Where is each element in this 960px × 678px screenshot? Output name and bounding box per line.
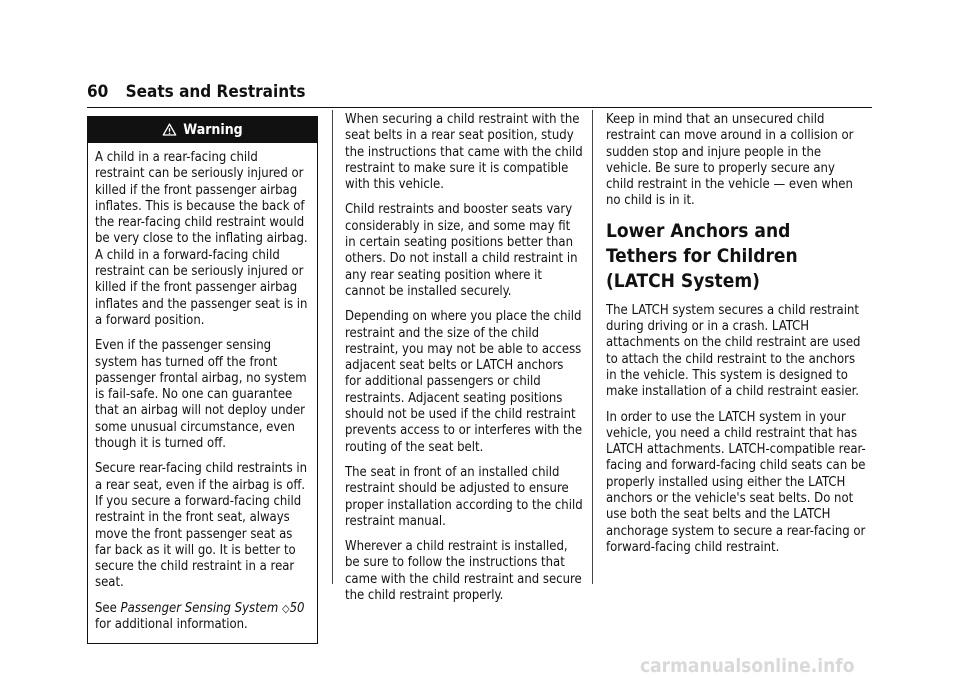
warning-title: Warning [183, 121, 243, 138]
warning-paragraph: Even if the passenger sensing system has turned off the front passenger frontal airbag, no system is fail-safe. No one can guarantee that an airbag will not deploy under some unusual circumstance, even though it is turned off. [95, 338, 307, 452]
body-paragraph: Child restraints and booster seats vary considerably in size, and some may fit in certain seating positions better than others. Do not install a child restraint in any rear seating position where it cannot be installed securely. [345, 202, 578, 299]
warning-box [87, 116, 318, 644]
body-paragraph: In order to use the LATCH system in your vehicle, you need a child restraint that has LATCH attachments. LATCH-compatible rear-facing and forward-facing child seats can be properly installed using either the LATCH anchors or the vehicle's seat belts. Do not use both the seat belts and the LATCH anchorage system to secure a rear-facing or forward-facing child restraint. [606, 409, 866, 555]
warning-icon [162, 123, 177, 138]
passenger-sensing-link[interactable]: Passenger Sensing System [120, 600, 279, 616]
warning-body [88, 143, 317, 643]
body-paragraph: Keep in mind that an unsecured child restraint can move around in a collision or sudden stop and injure people in the vehicle. Be sure to properly secure any child restraint in the vehicle — even when no child is in it. [606, 112, 854, 209]
header-rule [87, 107, 872, 108]
section-title: Seats and Restraints [125, 82, 306, 102]
column-1 [87, 116, 318, 644]
ref-page-number[interactable]: 50 [289, 600, 305, 616]
see-reference [95, 601, 311, 634]
warning-paragraph: Secure rear-facing child restraints in a rear seat, even if the airbag is off. If you secure a forward-facing child restraint in the front seat, always move the front passenger seat as far back as it will go. It is better to secure the child restraint in a rear seat. [95, 461, 308, 591]
see-prefix: See [95, 600, 117, 616]
body-paragraph: When securing a child restraint with the seat belts in a rear seat position, study the instructions that came with the child restraint to make sure it is compatible with this vehicle. [345, 112, 583, 193]
warning-paragraph: A child in a rear-facing child restraint can be seriously injured or killed if the front passenger airbag inflates. This is because the back of the rear-facing child restraint would be very close to the inflating airbag. A child in a forward-facing child restraint can be seriously injured or killed if the front passenger airbag inflates and the passenger seat is in a forward position. [95, 150, 308, 328]
page-header [87, 82, 306, 102]
warning-header [88, 117, 317, 143]
watermark: carmanualsonline.info [640, 655, 855, 677]
body-paragraph: Depending on where you place the child restraint and the size of the child restraint, you may not be able to access adjacent seat belts or LATCH anchors for additional passengers or child restraints. Adjacent seating positions should not be used if the child restraint prevents access to or interferes with the routing of the seat belt. [345, 309, 583, 455]
body-paragraph: The seat in front of an installed child restraint should be adjusted to ensure proper installation according to the child restraint manual. [345, 464, 583, 529]
page-number: 60 [87, 82, 109, 102]
column-divider [332, 110, 333, 584]
column-3 [606, 112, 866, 565]
body-paragraph: The LATCH system secures a child restraint during driving or in a crash. LATCH attachments on the child restraint are used to attach the child restraint to the anchors in the vehicle. This system is designed to make installation of a child restraint easier. [606, 302, 861, 400]
page-ref-arrow-icon: ◇ [281, 601, 290, 615]
see-suffix: for additional information. [95, 617, 248, 633]
latch-heading: Lower Anchors and Tethers for Children (LATCH System) [606, 219, 798, 292]
column-divider [592, 110, 593, 584]
body-paragraph: Wherever a child restraint is installed, be sure to follow the instructions that came with the child restraint and secure the child restraint properly. [345, 539, 582, 604]
column-2 [345, 112, 583, 613]
